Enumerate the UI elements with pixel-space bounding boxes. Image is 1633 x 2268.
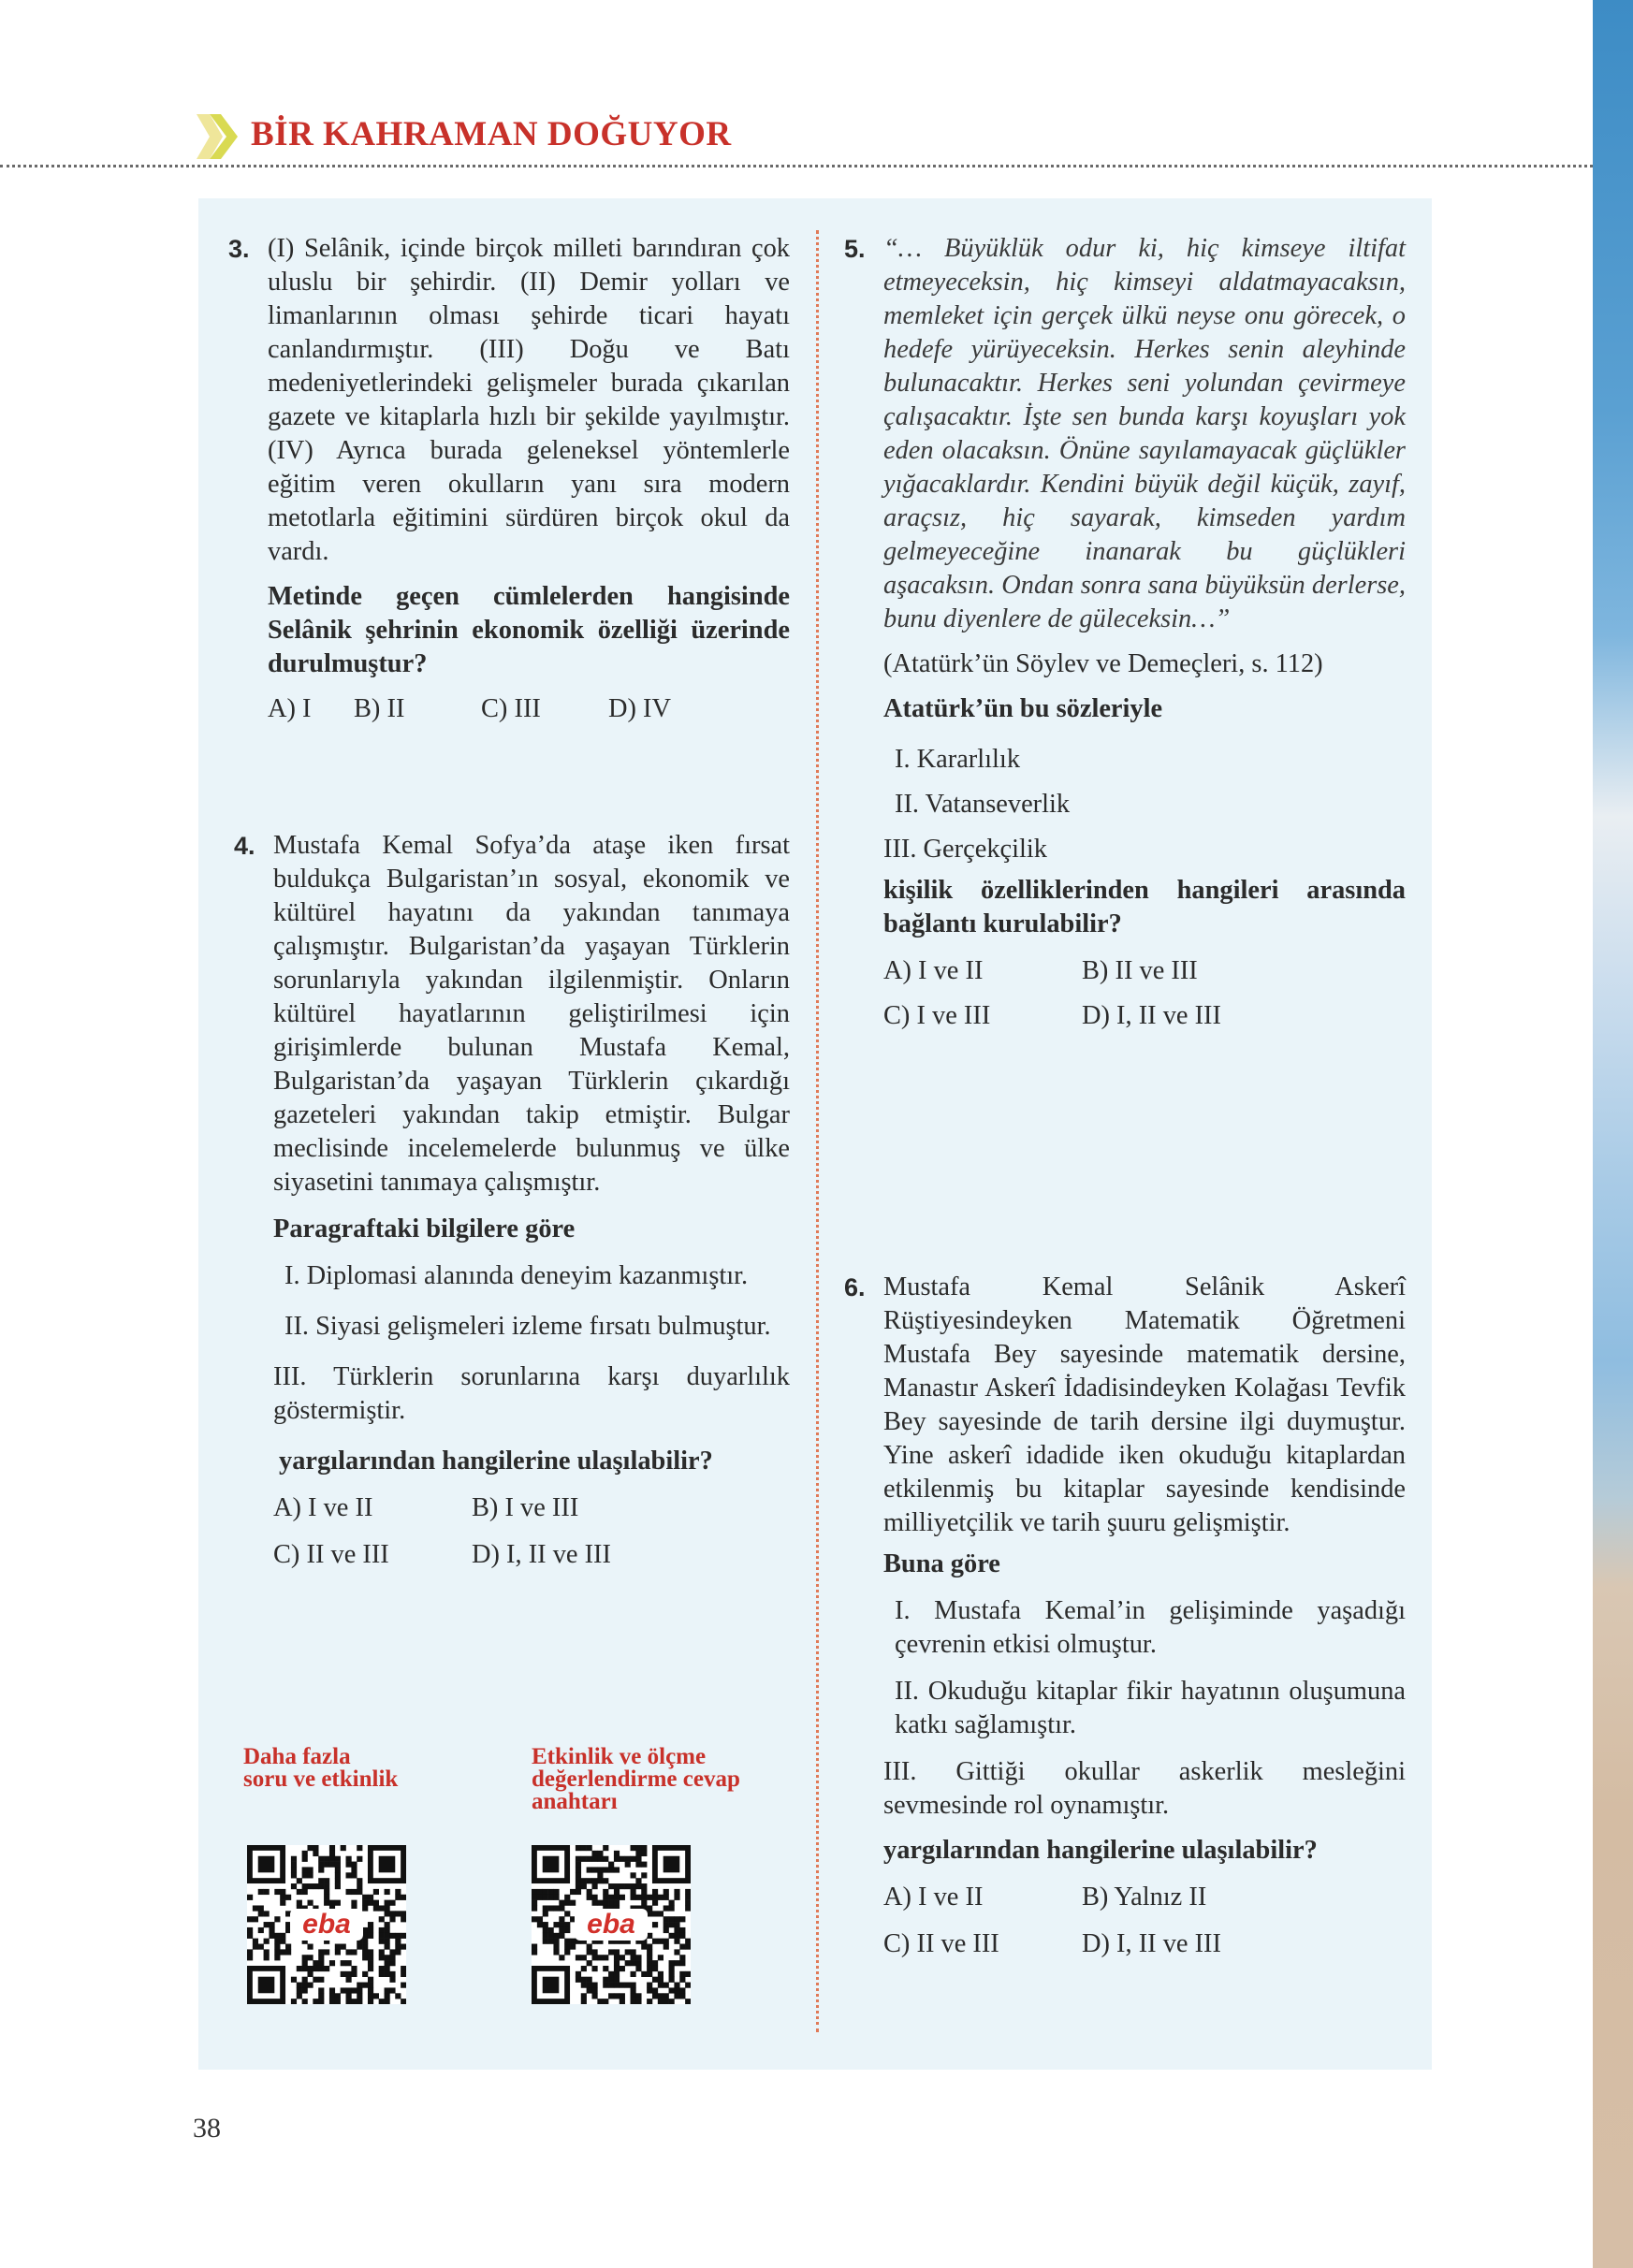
answer-options-row-2 bbox=[883, 1927, 1406, 1961]
quote-source: (Atatürk’ün Söylev ve Demeçleri, s. 112) bbox=[883, 649, 1323, 678]
question-number: 3. bbox=[228, 235, 250, 263]
answer-options bbox=[268, 692, 790, 726]
question-6 bbox=[844, 1271, 1406, 1961]
option-b[interactable]: B) II ve III bbox=[1082, 956, 1198, 985]
option-d[interactable]: D) IV bbox=[608, 694, 672, 723]
question-prompt: kişilik özelliklerinden hangileri arasında bağlantı kurulabilir? bbox=[883, 876, 1406, 938]
statement-1: I. Mustafa Kemal’in gelişiminde yaşadığı çevrenin etkisi olmuştur. bbox=[895, 1596, 1406, 1659]
statement-3: III. Gerçekçilik bbox=[883, 835, 1047, 864]
statement-1: I. Kararlılık bbox=[895, 745, 1021, 774]
question-lead: Atatürk’ün bu sözleriyle bbox=[883, 694, 1163, 723]
option-c[interactable]: C) I ve III bbox=[883, 1001, 991, 1030]
option-d[interactable]: D) I, II ve III bbox=[1082, 1001, 1221, 1030]
question-number: 5. bbox=[844, 235, 866, 263]
option-d[interactable]: D) I, II ve III bbox=[1082, 1929, 1221, 1958]
qr-label-line-2: soru ve etkinlik bbox=[243, 1766, 399, 1792]
answer-options-row-1 bbox=[273, 1491, 790, 1525]
qr-block-answer-key bbox=[532, 1744, 812, 1940]
answer-options-row-1 bbox=[883, 954, 1406, 988]
question-3 bbox=[228, 232, 790, 726]
question-5 bbox=[844, 232, 1406, 1033]
decorative-side-strip bbox=[1593, 0, 1633, 2268]
chevron-icon bbox=[197, 114, 238, 159]
option-d[interactable]: D) I, II ve III bbox=[472, 1540, 611, 1569]
option-b[interactable]: B) II bbox=[354, 694, 405, 723]
statement-2: II. Vatanseverlik bbox=[895, 790, 1071, 819]
option-a[interactable]: A) I ve II bbox=[883, 956, 984, 985]
statement-2: II. Okuduğu kitaplar fikir hayatının oluşumuna katkı sağlamıştır. bbox=[895, 1677, 1406, 1739]
option-a[interactable]: A) I bbox=[268, 694, 312, 723]
column-divider bbox=[816, 230, 819, 2032]
option-c[interactable]: C) II ve III bbox=[883, 1929, 999, 1958]
question-prompt: yargılarından hangilerine ulaşılabilir? bbox=[279, 1447, 713, 1476]
option-c[interactable]: C) III bbox=[481, 694, 541, 723]
statement-1: I. Diplomasi alanında deneyim kazanmıştır. bbox=[284, 1261, 749, 1290]
answer-options-row-1 bbox=[883, 1881, 1406, 1914]
question-text: Mustafa Kemal Sofya’da ataşe iken fırsat buldukça Bulgaristan’ın sosyal, ekonomik ve kültürel hayatını da yakından tanımaya çalışmıştır. Bulgaristan’da yaşayan Türklerin sorunlarıyla yakından ilgilenmiştir. Onların kültürel hayatlarının geliştirilmesi için girişimlerde bulunan Mustafa Kemal, Bulgaristan’da yaşayan Türklerin çıkardığı gazeteleri yakından takip etmiştir. Bulgar meclisinde incelemelerde bulunmuş ve ülke siyasetini tanımaya çalışmıştır. bbox=[273, 831, 790, 1197]
question-lead: Buna göre bbox=[883, 1549, 1000, 1578]
question-prompt: yargılarından hangilerine ulaşılabilir? bbox=[883, 1836, 1318, 1865]
option-b[interactable]: B) I ve III bbox=[472, 1493, 579, 1522]
qr-code-answer-key[interactable] bbox=[532, 1845, 691, 2004]
question-number: 6. bbox=[844, 1273, 866, 1301]
page-header bbox=[197, 110, 1582, 163]
qr-label-line-1: Etkinlik ve ölçme bbox=[532, 1744, 707, 1769]
option-a[interactable]: A) I ve II bbox=[883, 1883, 984, 1912]
option-b[interactable]: B) Yalnız II bbox=[1082, 1883, 1207, 1912]
question-4 bbox=[228, 829, 790, 1572]
qr-label-line-2: değerlendirme cevap bbox=[532, 1766, 740, 1792]
statement-3: III. Gittiği okullar askerlik mesleğini sevmesinde rol oynamıştır. bbox=[883, 1757, 1406, 1820]
statement-3: III. Türklerin sorunlarına karşı duyarlılık göstermiştir. bbox=[273, 1362, 790, 1425]
answer-options-row-2 bbox=[273, 1538, 790, 1572]
question-lead: Paragraftaki bilgilere göre bbox=[273, 1214, 576, 1243]
option-c[interactable]: C) II ve III bbox=[273, 1540, 389, 1569]
qr-label-line-1: Daha fazla bbox=[243, 1744, 351, 1769]
section-title: BİR KAHRAMAN DOĞUYOR bbox=[251, 115, 732, 153]
question-text: (I) Selânik, içinde birçok milleti barındıran çok uluslu bir şehirdir. (II) Demir yolları ve limanlarının olması şehirde ticari hayatı canlandırmıştır. (III) Doğu ve Batı medeniyetlerindeki gelişmeler burada çıkarılan gazete ve kitaplarla hızlı bir şekilde yayılmıştır. (IV) Ayrıca burada geleneksel yöntemlerle eğitim veren okulların yanı sıra modern metotlarla eğitimini sürdüren birçok okul da vardı. bbox=[268, 234, 790, 566]
eba-logo: eba bbox=[290, 1909, 363, 1941]
header-divider bbox=[0, 165, 1593, 167]
qr-block-more-questions bbox=[243, 1744, 524, 1940]
statement-2: II. Siyasi gelişmeleri izleme fırsatı bulmuştur. bbox=[284, 1312, 771, 1341]
page-number: 38 bbox=[193, 2113, 221, 2144]
question-prompt: Metinde geçen cümlelerden hangisinde Selânik şehrinin ekonomik özelliği üzerinde durulmuştur? bbox=[268, 582, 790, 678]
option-a[interactable]: A) I ve II bbox=[273, 1493, 373, 1522]
answer-options-row-2 bbox=[883, 999, 1406, 1033]
qr-code-more-questions[interactable] bbox=[247, 1845, 406, 2004]
qr-label-line-3: anahtarı bbox=[532, 1789, 618, 1814]
eba-logo: eba bbox=[575, 1909, 648, 1941]
quote-text: “… Büyüklük odur ki, hiç kimseye iltifat etmeyeceksin, hiç kimseyi aldatmayacaksın, memleket için gerçek ülkü neyse onu görecek, o hedefe yürüyeceksin. Herkes senin aleyhinde bulunacaktır. Herkes seni yolundan çevirmeye çalışacaktır. İşte sen bunda karşı koyuşları yok eden olacaksın. Önüne sayılamayacak güçlükler yığacaklardır. Kendini büyük değil küçük, zayıf, araçsız, hiç sayarak, kimseden yardım gelmeyeceğine inanarak bu güçlükleri aşacaksın. Ondan sonra sana büyüksün derlerse, bunu diyenlere de güleceksin…” bbox=[883, 234, 1406, 633]
question-text: Mustafa Kemal Selânik Askerî Rüştiyesindeyken Matematik Öğretmeni Mustafa Bey sayesinde matematik dersine, Manastır Askerî İdadisindeyken Kolağası Tevfik Bey sayesinde de tarih dersine ilgi duymuştur. Yine askerî idadide iken okuduğu kitaplardan etkilenmiş bu kitaplar sayesinde kendisinde milliyetçilik ve tarih şuuru gelişmiştir. bbox=[883, 1272, 1406, 1537]
question-number: 4. bbox=[234, 832, 255, 860]
